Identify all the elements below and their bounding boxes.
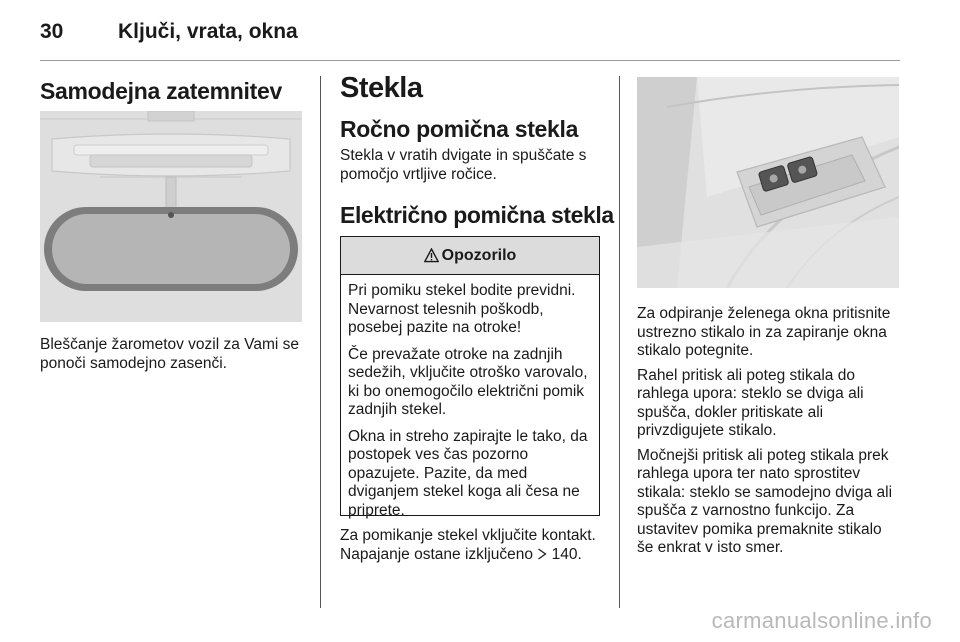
warning-paragraph: Pri pomiku stekel bodite previdni. Nevarnost telesnih poškodb, posebej pazite na otroke! bbox=[348, 282, 576, 336]
auto-dimming-text: Bleščanje žarometov vozil za Vami se ponoči samodejno zasenči. bbox=[40, 336, 300, 372]
instruction-paragraph: Za odpiranje želenega okna pritisnite ustrezno stikalo in za zapiranje okna stikalo potegnite. bbox=[637, 305, 891, 359]
window-switch-illustration bbox=[637, 77, 899, 288]
watermark: carmanualsonline.info bbox=[711, 608, 932, 633]
instruction-paragraph: Rahel pritisk ali poteg stikala do rahlega upora: steklo se dviga ali spušča, dokler pritiskate ali privzdigujete stikalo. bbox=[637, 366, 864, 439]
page-ref-arrow-icon bbox=[537, 548, 547, 560]
warning-header bbox=[341, 237, 599, 275]
section-heading-windows: Stekla bbox=[340, 72, 423, 104]
power-window-instructions bbox=[637, 305, 902, 564]
column-divider-2 bbox=[619, 76, 620, 608]
page-reference-number: 140. bbox=[551, 545, 582, 563]
instruction-paragraph: Močnejši pritisk ali poteg stikala prek rahlega upora ter nato sprostitev stikala: steklo se samodejno dviga ali spušča z varnostno funkcijo. Za ustavitev pomika premaknite stikalo še enkrat v isto smer. bbox=[637, 446, 893, 556]
running-title: Ključi, vrata, okna bbox=[118, 20, 298, 43]
warning-title: Opozorilo bbox=[441, 247, 517, 264]
subheading-manual-windows: Ročno pomična stekla bbox=[340, 116, 579, 142]
warning-paragraph: Okna in streho zapirajte le tako, da postopek ves čas pozorno opazujete. Pazite, da med dviganjem stekel koga ali česa ne priprete. bbox=[348, 427, 588, 519]
manual-windows-text: Stekla v vratih dvigate in spuščate s pomočjo vrtljive ročice. bbox=[340, 147, 587, 183]
ignition-text bbox=[340, 527, 608, 564]
header-rule bbox=[40, 60, 900, 61]
ignition-text-main: Za pomikanje stekel vključite kontakt. Napajanje ostane izključeno bbox=[340, 527, 596, 563]
subheading-power-windows: Električno pomična stekla bbox=[340, 202, 614, 228]
column-divider-1 bbox=[320, 76, 321, 608]
page-reference[interactable] bbox=[537, 546, 581, 563]
warning-box bbox=[340, 236, 600, 519]
warning-body bbox=[348, 282, 594, 528]
rear-view-mirror-illustration bbox=[40, 111, 302, 322]
section-heading-auto-dimming: Samodejna zatemnitev bbox=[40, 78, 282, 104]
page-number: 30 bbox=[40, 20, 64, 43]
warning-paragraph: Če prevažate otroke na zadnjih sedežih, vključite otroško varovalo, ki bo onemogočilo električni pomik zadnjih stekel. bbox=[348, 345, 588, 418]
warning-triangle-icon bbox=[424, 248, 439, 263]
